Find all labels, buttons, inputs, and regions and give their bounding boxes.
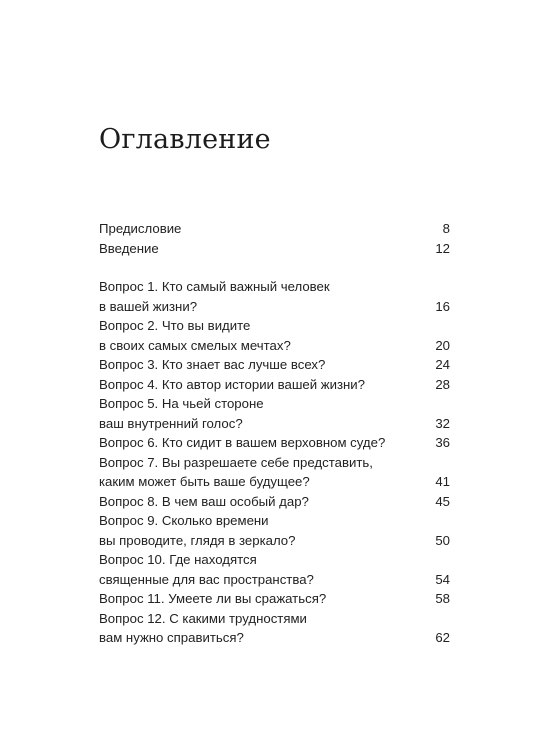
toc-entry-line	[99, 570, 450, 590]
toc-entry-title: Вопрос 12. С какими трудностями	[99, 610, 307, 626]
toc-entry	[99, 433, 450, 453]
toc-page-number: 28	[435, 376, 450, 392]
toc-entry-line	[99, 550, 450, 570]
toc-page-number: 20	[435, 337, 450, 353]
toc-entry-line	[99, 277, 450, 297]
toc-entry-title-continued: священные для вас пространства?	[99, 571, 314, 587]
toc-page-number: 24	[435, 357, 450, 372]
toc-entry-title: Вопрос 8. В чем ваш особый дар?	[99, 493, 309, 509]
toc-entry-title: Вопрос 4. Кто автор истории вашей жизни?	[99, 376, 365, 392]
section-gap	[99, 258, 450, 277]
toc-entry-line	[99, 316, 450, 336]
toc-page-number: 8	[442, 221, 450, 236]
toc-entry-line	[99, 511, 450, 531]
toc-page-number: 41	[435, 474, 450, 489]
toc-entry-line	[99, 609, 450, 629]
toc-entry-title-continued: вы проводите, глядя в зеркало?	[99, 532, 296, 548]
toc-page-number: 54	[435, 571, 450, 587]
toc-entry-line	[99, 394, 450, 414]
toc-entry-title-continued: ваш внутренний голос?	[99, 415, 243, 431]
toc-entry-line	[99, 628, 450, 648]
toc-entry-title: Вопрос 2. Что вы видите	[99, 318, 251, 333]
toc-page-number: 50	[435, 532, 450, 548]
toc-entry-line	[99, 531, 450, 551]
toc-entry-title: Вопрос 10. Где находятся	[99, 552, 257, 567]
toc-entry-title: Предисловие	[99, 221, 182, 236]
toc-entry-title: Вопрос 3. Кто знает вас лучше всех?	[99, 357, 326, 372]
toc-entry-line	[99, 336, 450, 356]
toc-entry	[99, 355, 450, 375]
toc-page-number: 16	[435, 298, 450, 314]
toc-page-number: 45	[435, 493, 450, 509]
toc-entry	[99, 375, 450, 395]
toc-entry-title-continued: каким может быть ваше будущее?	[99, 474, 310, 489]
toc-page-number: 36	[435, 435, 450, 450]
toc-entry-title: Вопрос 11. Умеете ли вы сражаться?	[99, 591, 327, 606]
toc-entry-title-continued: в вашей жизни?	[99, 298, 198, 314]
toc-entry-title: Вопрос 9. Сколько времени	[99, 513, 269, 528]
toc-entry-line	[99, 414, 450, 434]
toc-entry-line	[99, 297, 450, 317]
toc-page-number: 62	[435, 630, 450, 645]
toc-entry	[99, 492, 450, 512]
toc-entry	[99, 239, 450, 259]
toc-entry-title: Вопрос 1. Кто самый важный человек	[99, 279, 330, 294]
toc-page-number: 58	[435, 591, 450, 606]
page-title: Оглавление	[99, 124, 271, 155]
table-of-contents	[99, 219, 450, 648]
toc-entry-line	[99, 453, 450, 473]
toc-entry-title: Вопрос 5. На чьей стороне	[99, 396, 264, 411]
toc-entry-title: Введение	[99, 240, 159, 256]
toc-entry	[99, 219, 450, 239]
toc-entry-title-continued: в своих самых смелых мечтах?	[99, 337, 291, 353]
toc-entry	[99, 589, 450, 609]
toc-entry-title: Вопрос 6. Кто сидит в вашем верховном суде?	[99, 435, 386, 450]
toc-page-number: 32	[435, 415, 450, 431]
toc-entry-title: Вопрос 7. Вы разрешаете себе представить,	[99, 454, 373, 470]
toc-entry-line	[99, 472, 450, 492]
toc-page-number: 12	[435, 240, 450, 256]
toc-entry-title-continued: вам нужно справиться?	[99, 630, 244, 645]
